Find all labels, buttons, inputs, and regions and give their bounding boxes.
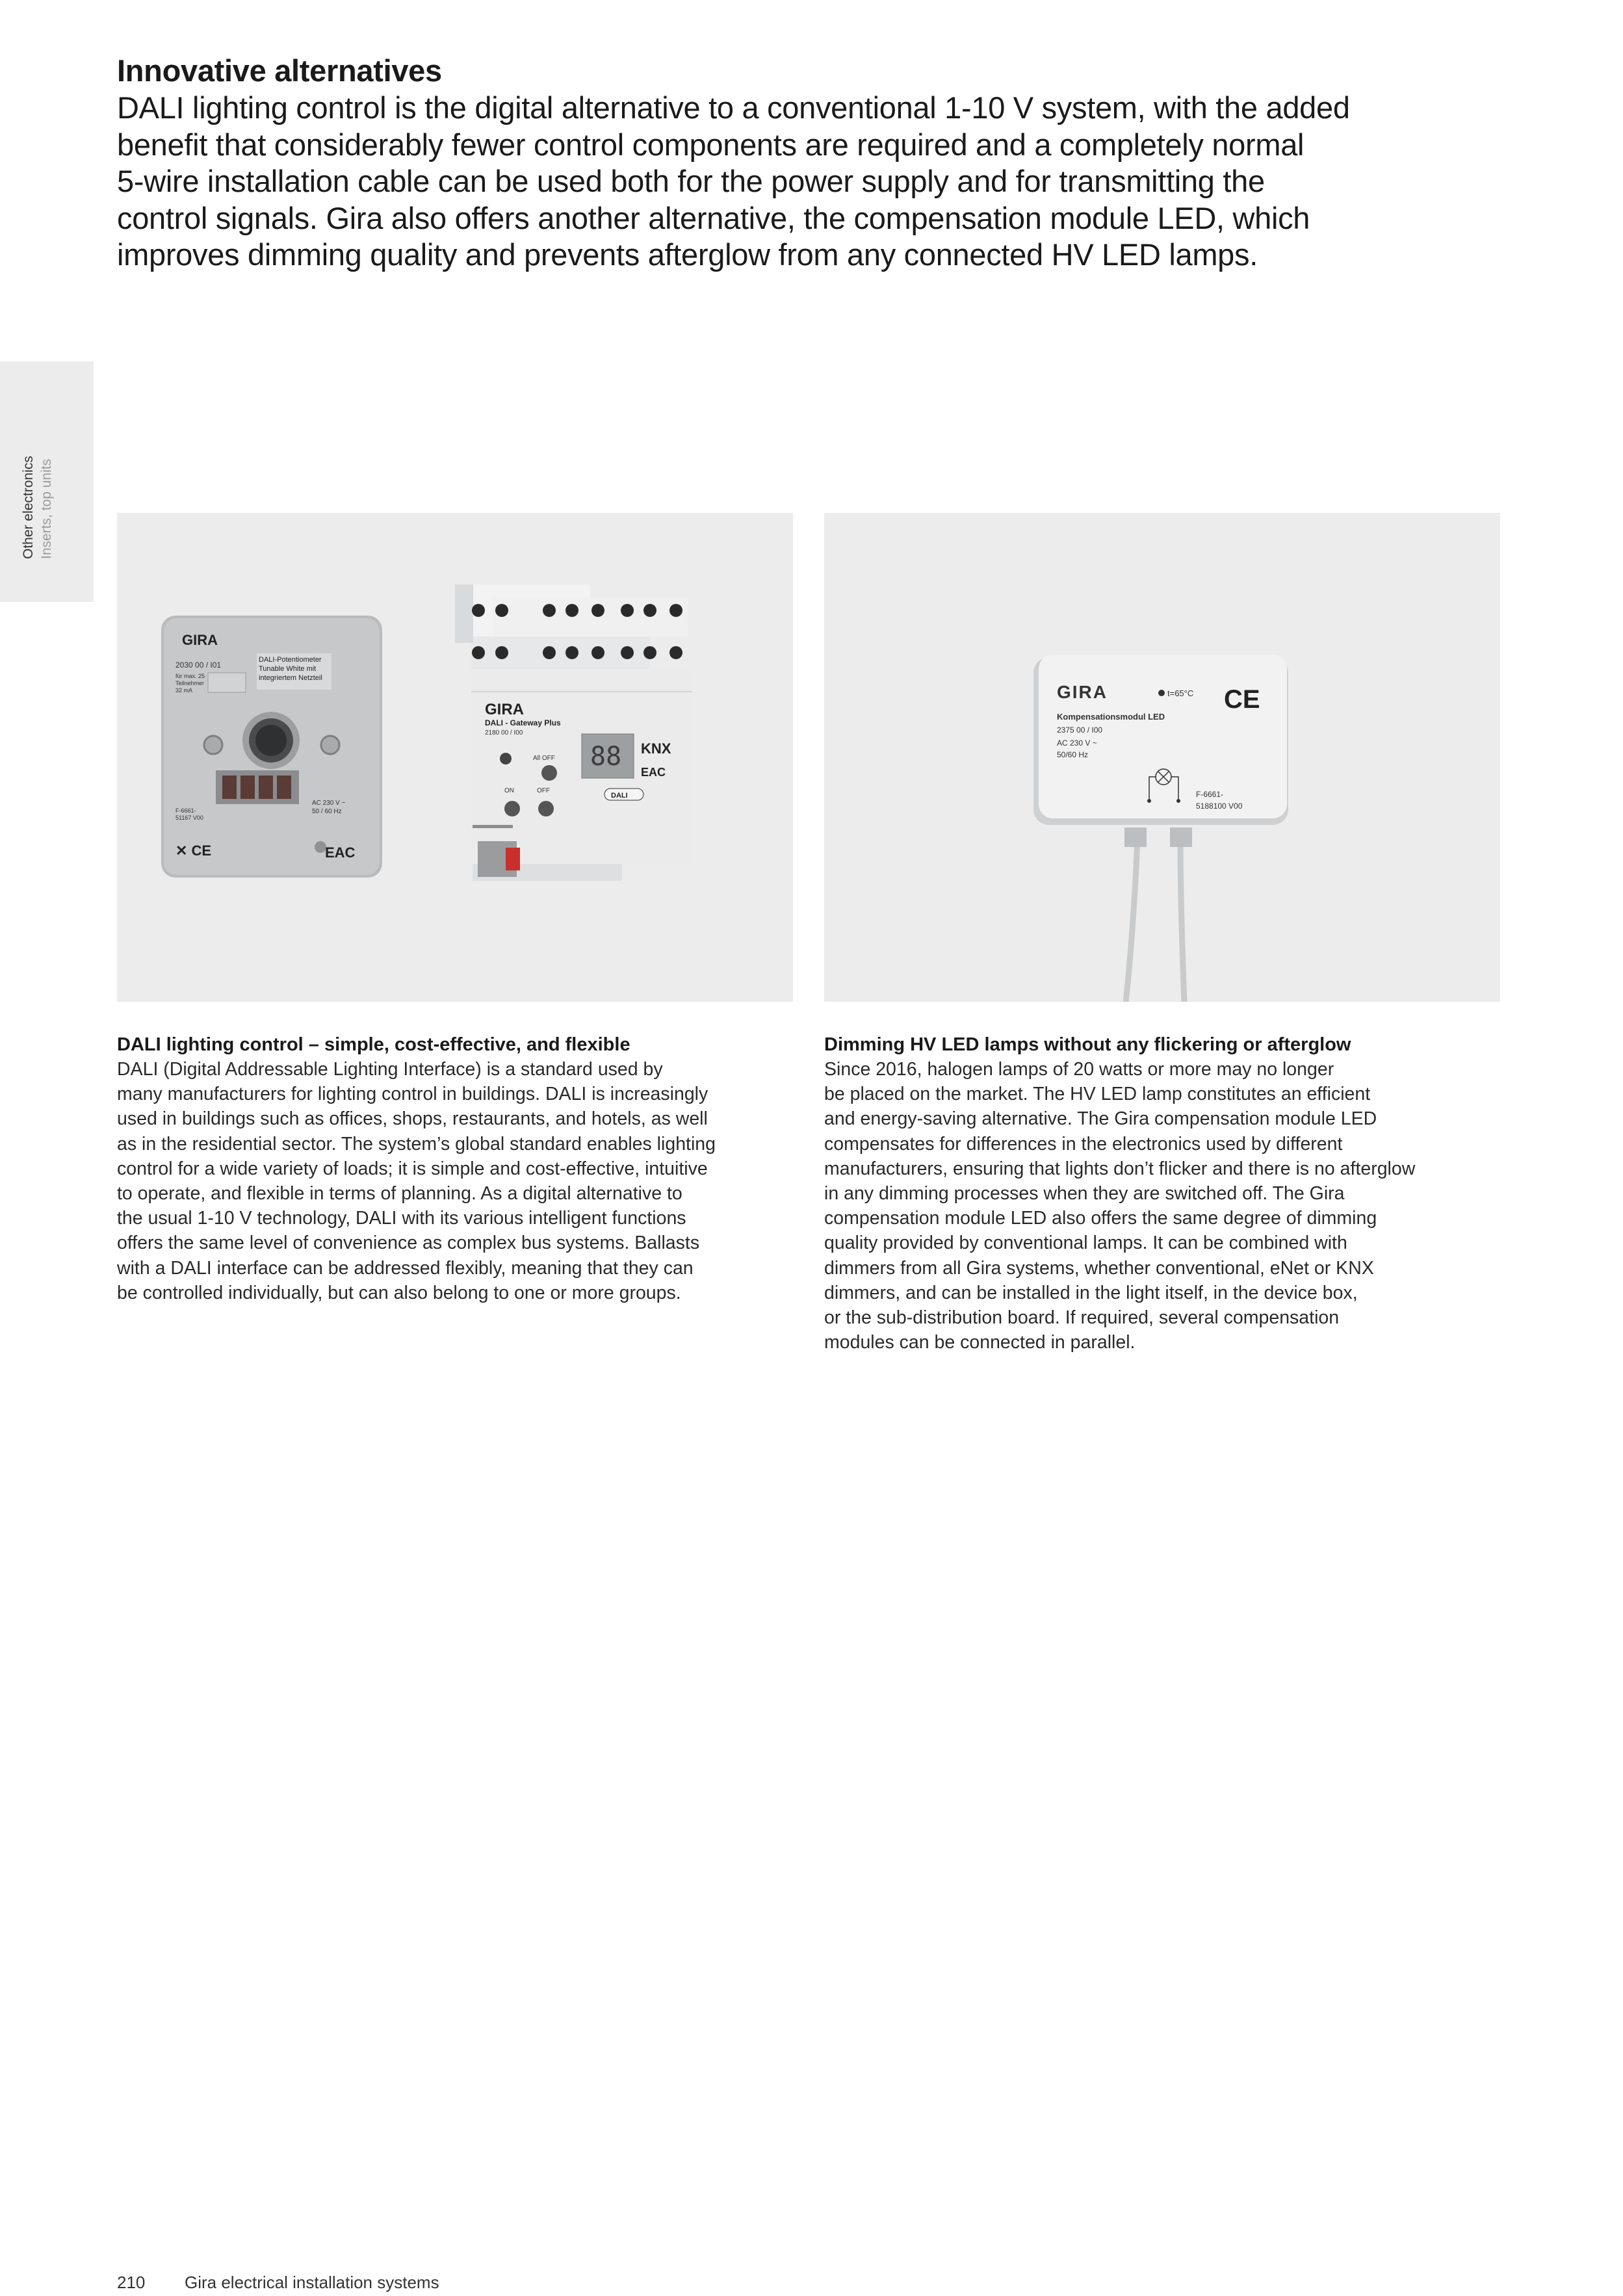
gw-brand: GIRA: [485, 701, 524, 718]
gw-display: 88: [590, 742, 622, 772]
compensation-module-illustration: [824, 513, 1500, 1002]
intro-line: DALI lighting control is the digital alternative to a conventional 1-10 V system, with the added: [117, 90, 1350, 125]
module-ce-mark: CE: [1224, 685, 1260, 714]
dali-text-column: [117, 1032, 793, 1305]
intro-line: control signals. Gira also offers another alternative, the compensation module LED, which: [117, 200, 1310, 235]
gw-off-label: OFF: [537, 787, 550, 794]
hv-led-body-line: dimmers, and can be installed in the light itself, in the device box,: [824, 1282, 1358, 1303]
side-tab-primary: Other electronics: [21, 456, 36, 559]
pot-rating-1: AC 230 V ~: [312, 800, 346, 807]
hv-led-body-line: modules can be connected in parallel.: [824, 1332, 1136, 1353]
dali-body: [117, 1057, 793, 1305]
svg-text:✕ CE: ✕ CE: [175, 842, 212, 859]
gw-knx-logo: KNX: [641, 740, 671, 757]
hv-led-text-column: [824, 1032, 1500, 1355]
module-article: 2375 00 / I00: [1057, 725, 1103, 735]
pot-small-3: 32 mA: [175, 687, 193, 694]
intro-text: [117, 90, 1514, 274]
dali-products-photo: [117, 513, 793, 1002]
dali-body-line: to operate, and flexible in terms of planning. As a digital alternative to: [117, 1183, 682, 1205]
page-footer: [117, 2273, 439, 2293]
hv-led-body-line: Since 2016, halogen lamps of 20 watts or more may no longer: [824, 1059, 1334, 1080]
hv-led-heading: Dimming HV LED lamps without any flickering or afterglow: [824, 1034, 1351, 1055]
hv-led-body-line: compensates for differences in the electronics used by different: [824, 1133, 1343, 1155]
pot-desc-2: Tunable White mit: [259, 665, 317, 673]
intro-line: improves dimming quality and prevents afterglow from any connected HV LED lamps.: [117, 237, 1258, 272]
intro-heading: Innovative alternatives: [117, 53, 442, 88]
gw-dali-logo: DALI: [611, 792, 628, 800]
module-name: Kompensationsmodul LED: [1057, 712, 1165, 722]
module-code-2: 5188100 V00: [1196, 802, 1243, 811]
dali-body-line: as in the residential sector. The system’s global standard enables lighting: [117, 1133, 716, 1155]
dali-heading: DALI lighting control – simple, cost-effective, and flexible: [117, 1034, 630, 1055]
pot-desc-1: DALI-Potentiometer: [259, 656, 322, 664]
hv-led-body-line: or the sub-distribution board. If required, several compensation: [824, 1307, 1340, 1329]
dali-body-line: many manufacturers for lighting control in buildings. DALI is increasingly: [117, 1084, 708, 1105]
dali-products-illustration: [117, 513, 793, 1002]
page-number: 210: [117, 2273, 146, 2292]
gw-article: 2180 00 / I00: [485, 729, 523, 737]
publication-title: Gira electrical installation systems: [185, 2273, 439, 2292]
hv-led-body-line: dimmers from all Gira systems, whether conventional, eNet or KNX: [824, 1257, 1374, 1279]
intro-line: 5-wire installation cable can be used both for the power supply and for transmitting the: [117, 164, 1265, 198]
hv-led-body-line: and energy-saving alternative. The Gira compensation module LED: [824, 1108, 1377, 1130]
pot-rating-2: 50 / 60 Hz: [312, 808, 342, 815]
module-temp: t=65°C: [1167, 688, 1194, 698]
dali-potentiometer: [161, 616, 382, 878]
pot-desc-3: integriertem Netzteil: [259, 674, 322, 682]
gw-all-off-label: All OFF: [533, 755, 555, 762]
hv-led-body-line: be placed on the market. The HV LED lamp constitutes an efficient: [824, 1084, 1371, 1105]
module-code-1: F-6661-: [1196, 790, 1224, 799]
dali-body-line: DALI (Digital Addressable Lighting Interface) is a standard used by: [117, 1059, 663, 1080]
svg-text:EAC: EAC: [325, 844, 356, 861]
gw-on-label: ON: [504, 787, 514, 794]
dali-body-line: used in buildings such as offices, shops, restaurants, and hotels, as well: [117, 1108, 708, 1130]
pot-small-1: für max. 25: [175, 673, 205, 679]
compensation-module-photo: [824, 513, 1500, 1002]
section-side-tab-text: [19, 456, 56, 559]
hv-led-body-line: compensation module LED also offers the same degree of dimming: [824, 1208, 1377, 1229]
pot-code-1: F-6661-: [175, 807, 196, 814]
dali-gateway: [455, 584, 692, 881]
intro-line: benefit that considerably fewer control components are required and a completely normal: [117, 127, 1305, 162]
side-tab-secondary: Inserts, top units: [39, 458, 54, 559]
intro-section: [117, 52, 1514, 274]
dali-body-line: the usual 1-10 V technology, DALI with its various intelligent functions: [117, 1208, 686, 1229]
module-brand: GIRA: [1057, 682, 1108, 702]
pot-brand: GIRA: [182, 632, 218, 648]
hv-led-body-line: quality provided by conventional lamps. It can be combined with: [824, 1233, 1347, 1254]
svg-text:EAC: EAC: [641, 766, 666, 779]
dali-body-line: control for a wide variety of loads; it is simple and cost-effective, intuitive: [117, 1158, 708, 1179]
compensation-module: [1033, 655, 1288, 1002]
dali-body-line: with a DALI interface can be addressed flexibly, meaning that they can: [117, 1257, 694, 1279]
hv-led-body-line: manufacturers, ensuring that lights don’t flicker and there is no afterglow: [824, 1158, 1416, 1179]
pot-article: 2030 00 / I01: [175, 660, 222, 670]
module-rating-1: AC 230 V ~: [1057, 738, 1097, 748]
pot-small-2: Teilnehmer: [175, 680, 205, 686]
hv-led-body: [824, 1057, 1500, 1355]
pot-code-2: 51167 V00: [175, 815, 203, 821]
dali-body-line: be controlled individually, but can also belong to one or more groups.: [117, 1282, 681, 1303]
gw-name: DALI - Gateway Plus: [485, 718, 561, 727]
module-rating-2: 50/60 Hz: [1057, 750, 1089, 759]
hv-led-body-line: in any dimming processes when they are switched off. The Gira: [824, 1183, 1345, 1205]
dali-body-line: offers the same level of convenience as complex bus systems. Ballasts: [117, 1233, 700, 1254]
